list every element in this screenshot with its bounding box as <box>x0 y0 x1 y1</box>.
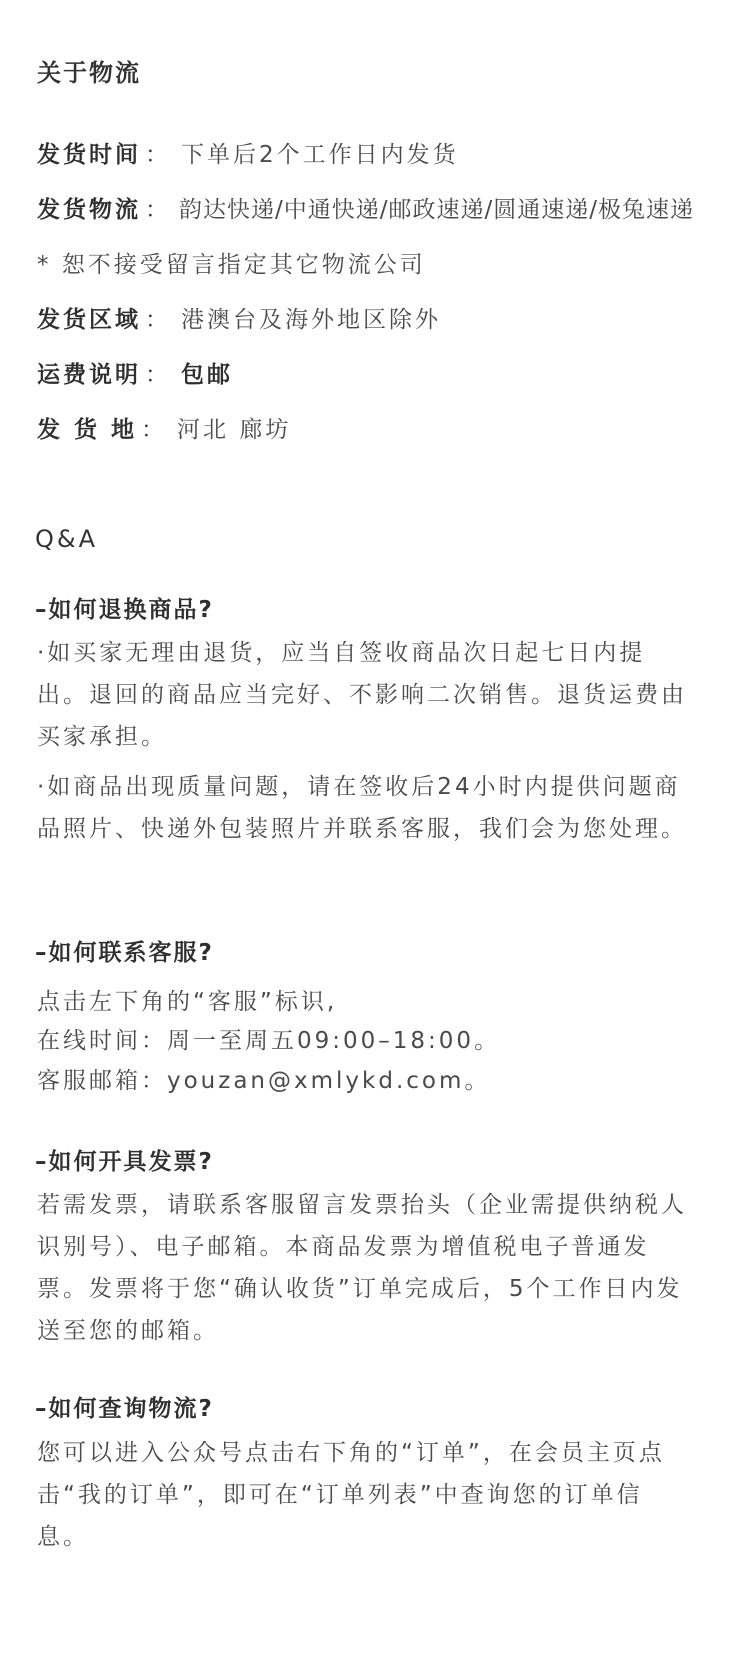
separator: ： <box>145 197 169 223</box>
courier-note: * 恕不接受留言指定其它物流公司 <box>37 252 426 278</box>
shipping-time-value: 下单后2个工作日内发货 <box>181 142 459 168</box>
answer-contact-email: 客服邮箱：youzan@xmlykd.com。 <box>37 1068 491 1094</box>
shipping-region-row <box>37 301 441 334</box>
shipping-time-label: 发货时间 <box>37 142 141 168</box>
courier-note-row <box>37 246 426 279</box>
shipping-region-label: 发货区域 <box>37 307 141 333</box>
courier-value: 韵达快递/中通快递/邮政速递/圆通速递/极兔速递 <box>179 197 694 223</box>
ship-from-value: 河北 廊坊 <box>177 417 292 443</box>
question-return: –如何退换商品? <box>35 597 214 623</box>
answer-contact-line: 点击左下角的“客服”标识, <box>37 989 338 1015</box>
answer-return-paragraph: ·如买家无理由退货，应当自签收商品次日起七日内提出。退回的商品应当完好、不影响二次销售。退货运费由买家承担。 <box>37 640 687 750</box>
answer-invoice-paragraph: 若需发票，请联系客服留言发票抬头（企业需提供纳税人识别号）、电子邮箱。本商品发票为增值税电子普通发票。发票将于您“确认收货”订单完成后，5个工作日内发送至您的邮箱。 <box>37 1192 687 1344</box>
shipping-region-value: 港澳台及海外地区除外 <box>181 307 441 333</box>
shipping-fee-row <box>37 356 233 389</box>
shipping-fee-label: 运费说明 <box>37 362 141 388</box>
courier-label: 发货物流 <box>37 197 141 223</box>
question-contact: –如何联系客服? <box>35 940 214 966</box>
answer-tracking-paragraph: 您可以进入公众号点击右下角的“订单”，在会员主页点击“我的订单”，即可在“订单列表”中查询您的订单信息。 <box>37 1440 665 1550</box>
question-invoice: –如何开具发票? <box>35 1149 214 1175</box>
separator: ： <box>145 142 171 168</box>
ship-from-label: 发 货 地 <box>37 417 138 443</box>
courier-row <box>37 191 694 224</box>
shipping-time-row <box>37 136 459 169</box>
ship-from-row <box>37 411 291 444</box>
separator: ： <box>145 307 171 333</box>
question-tracking: –如何查询物流? <box>35 1396 214 1422</box>
logistics-title: 关于物流 <box>37 59 141 87</box>
answer-return-paragraph: ·如商品出现质量问题，请在签收后24小时内提供问题商品照片、快递外包装照片并联系客服，我们会为您处理。 <box>37 774 687 842</box>
separator: ： <box>141 417 168 443</box>
shipping-fee-value: 包邮 <box>181 362 233 388</box>
answer-contact-line: 在线时间：周一至周五09:00–18:00。 <box>37 1028 501 1054</box>
separator: ： <box>145 362 171 388</box>
qa-title: Q&A <box>35 525 99 553</box>
